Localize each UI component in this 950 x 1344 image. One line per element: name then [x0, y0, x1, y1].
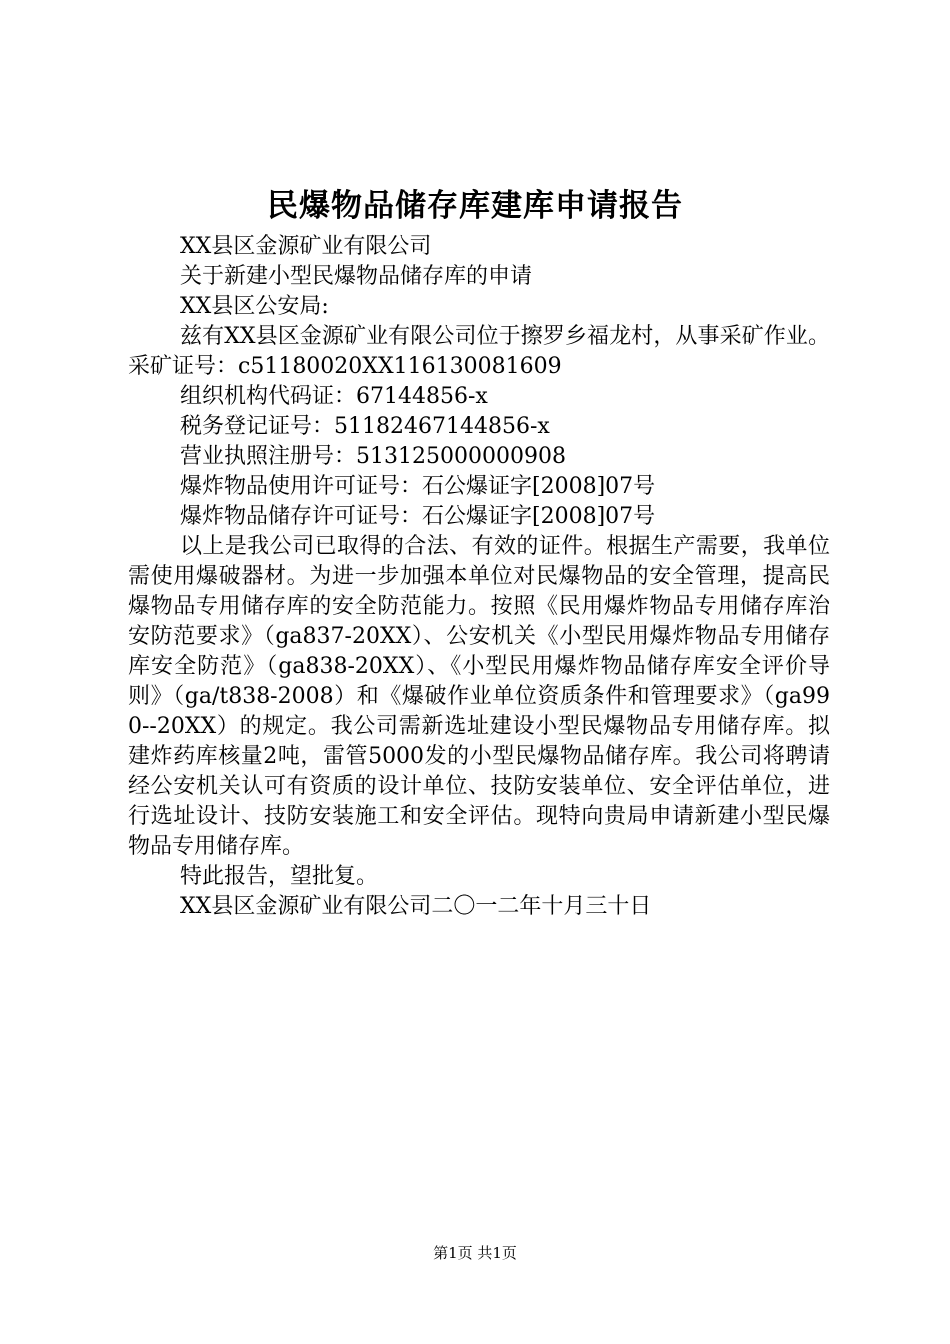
subject-line: 关于新建小型民爆物品储存库的申请 — [180, 264, 533, 289]
company-name-line: XX县区金源矿业有限公司 — [180, 234, 432, 259]
signature-date-line: XX县区金源矿业有限公司二〇一二年十月三十日 — [180, 894, 652, 919]
explosive-storage-permit-line: 爆炸物品储存许可证号：石公爆证字[2008]07号 — [180, 504, 656, 529]
tax-registration-line: 税务登记证号：51182467144856-x — [180, 414, 550, 439]
recipient-line: XX县区公安局: — [180, 294, 329, 319]
explosive-use-permit-line: 爆炸物品使用许可证号：石公爆证字[2008]07号 — [180, 474, 656, 499]
document-title: 民爆物品储存库建库申请报告 — [267, 188, 683, 224]
main-request-paragraph: 以上是我公司已取得的合法、有效的证件。根据生产需要，我单位需使用爆破器材。为进一步加强本单位对民爆物品的安全管理，提高民爆物品专用储存库的安全防范能力。按照《民用爆炸物品专用储存库治安防范要求》（ga837-20XX）、公安机关《小型民用爆炸物品专用储存库安全防范》（ga838-20XX）、《小型民用爆炸物品储存库安全评价导则》（ga/t838-2008）和《爆破作业单位资质条件和管理要求》（ga990--20XX）的规定。我公司需新选址建设小型民爆物品专用储存库。拟建炸药库核量2吨，雷管5000发的小型民爆物品储存库。我公司将聘请经公安机关认可有资质的设计单位、技防安装单位、安全评估单位，进行选址设计、技防安装施工和安全评估。现特向贵局申请新建小型民爆物品专用储存库。 — [128, 534, 830, 859]
business-license-line: 营业执照注册号：513125000000908 — [180, 444, 566, 469]
document-body — [128, 232, 830, 922]
org-code-line: 组织机构代码证：67144856-x — [180, 384, 488, 409]
closing-line: 特此报告，望批复。 — [180, 864, 379, 889]
mining-license-paragraph: 兹有XX县区金源矿业有限公司位于擦罗乡福龙村，从事采矿作业。采矿证号：c51180020XX116130081609 — [128, 324, 830, 379]
page-number-footer: 第1页 共1页 — [433, 1244, 517, 1262]
